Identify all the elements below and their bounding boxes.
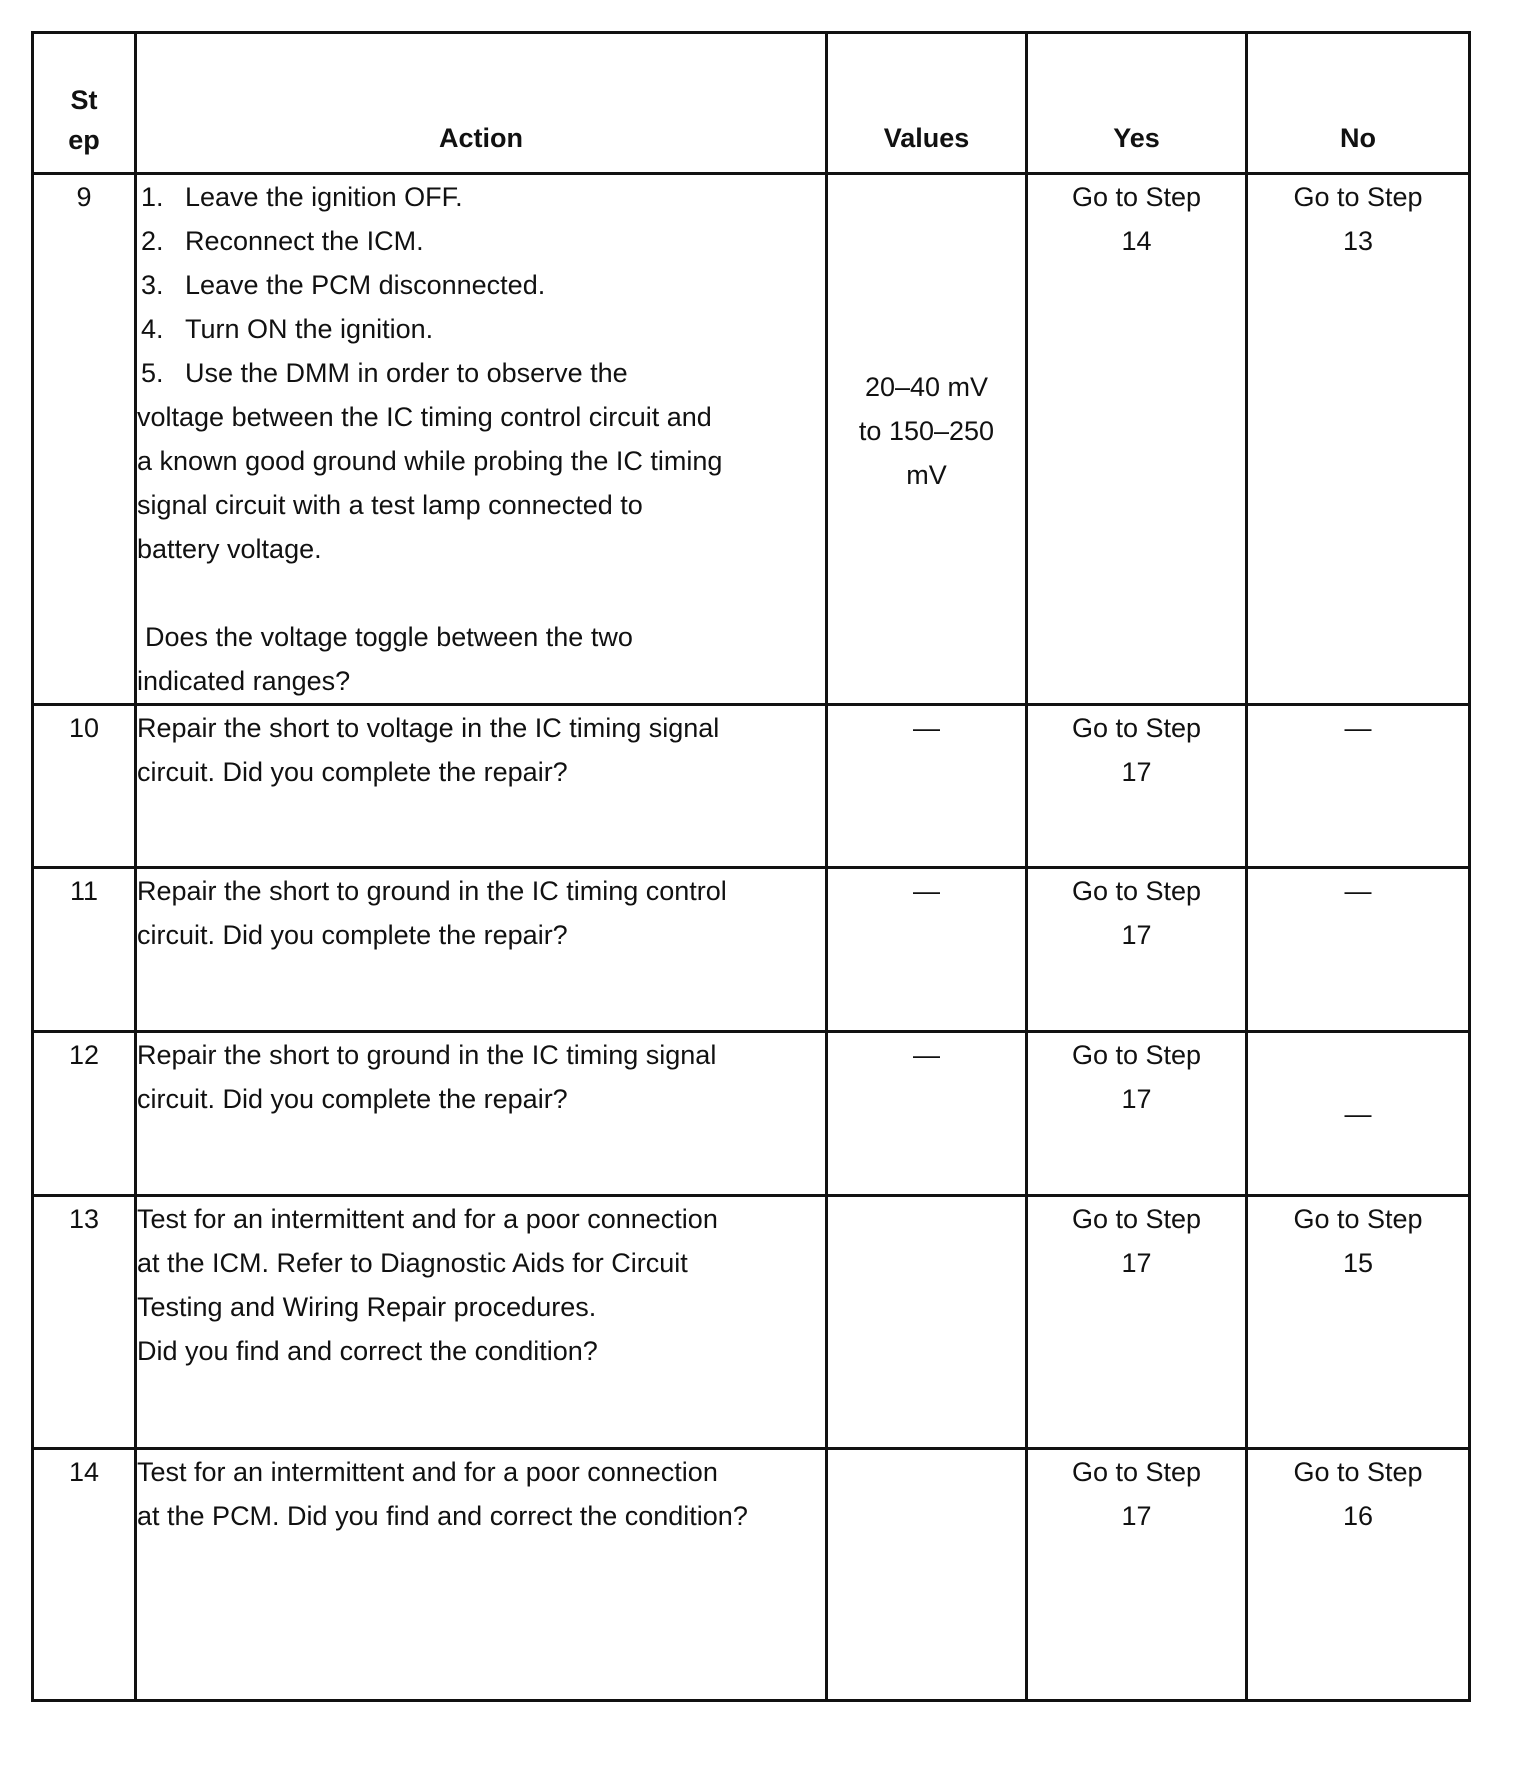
- action-cell: Test for an intermittent and for a poor connection at the PCM. Did you find and correct the condition?: [136, 1449, 827, 1701]
- action-question: Does the voltage toggle between the two: [145, 622, 633, 652]
- action-cell: [136, 174, 827, 705]
- no-cell: Go to Step 15: [1247, 1196, 1470, 1449]
- no-cell: —: [1247, 868, 1470, 1032]
- action-cell: Repair the short to ground in the IC timing control circuit. Did you complete the repair?: [136, 868, 827, 1032]
- table-row: [33, 1449, 1470, 1701]
- no-cell: Go to Step 13: [1247, 174, 1470, 705]
- table-row: [33, 705, 1470, 868]
- values-cell: —: [827, 868, 1027, 1032]
- no-cell: —: [1247, 1032, 1470, 1196]
- action-cell: Repair the short to ground in the IC timing signal circuit. Did you complete the repair?: [136, 1032, 827, 1196]
- table-row: [33, 174, 1470, 705]
- table-row: [33, 868, 1470, 1032]
- yes-cell: Go to Step 17: [1027, 868, 1247, 1032]
- action-text-line: a known good ground while probing the IC timing: [137, 446, 723, 476]
- action-cell: Test for an intermittent and for a poor connection at the ICM. Refer to Diagnostic Aids for Circuit Testing and Wiring Repair procedures. Did you find and correct the condition?: [136, 1196, 827, 1449]
- diagnostic-table: [31, 31, 1471, 1702]
- action-text-line: signal circuit with a test lamp connected to: [137, 490, 643, 520]
- action-step-item: 1. Leave the ignition OFF.: [141, 182, 463, 212]
- action-step-item: 5. Use the DMM in order to observe the: [141, 358, 628, 388]
- header-step: St ep: [33, 33, 136, 174]
- action-step-item: 3. Leave the PCM disconnected.: [141, 270, 546, 300]
- step-number: 12: [33, 1032, 136, 1196]
- header-values: Values: [827, 33, 1027, 174]
- table-row: [33, 1032, 1470, 1196]
- no-cell: Go to Step 16: [1247, 1449, 1470, 1701]
- header-no: No: [1247, 33, 1470, 174]
- yes-cell: Go to Step 14: [1027, 174, 1247, 705]
- yes-cell: Go to Step 17: [1027, 705, 1247, 868]
- step-number: 9: [33, 174, 136, 705]
- action-text-line: battery voltage.: [137, 534, 322, 564]
- header-row: [33, 33, 1470, 174]
- values-cell: 20–40 mV to 150–250 mV: [827, 174, 1027, 705]
- action-question: indicated ranges?: [137, 666, 351, 696]
- header-action: Action: [136, 33, 827, 174]
- step-number: 10: [33, 705, 136, 868]
- values-cell: [827, 1449, 1027, 1701]
- action-cell: Repair the short to voltage in the IC timing signal circuit. Did you complete the repair?: [136, 705, 827, 868]
- yes-cell: Go to Step 17: [1027, 1449, 1247, 1701]
- header-yes: Yes: [1027, 33, 1247, 174]
- yes-cell: Go to Step 17: [1027, 1196, 1247, 1449]
- values-cell: —: [827, 705, 1027, 868]
- action-text-line: voltage between the IC timing control circuit and: [137, 402, 712, 432]
- values-cell: —: [827, 1032, 1027, 1196]
- values-cell: [827, 1196, 1027, 1449]
- action-step-item: 2. Reconnect the ICM.: [141, 226, 424, 256]
- table-row: [33, 1196, 1470, 1449]
- yes-cell: Go to Step 17: [1027, 1032, 1247, 1196]
- step-number: 11: [33, 868, 136, 1032]
- action-step-item: 4. Turn ON the ignition.: [141, 314, 434, 344]
- no-cell: —: [1247, 705, 1470, 868]
- step-number: 14: [33, 1449, 136, 1701]
- step-number: 13: [33, 1196, 136, 1449]
